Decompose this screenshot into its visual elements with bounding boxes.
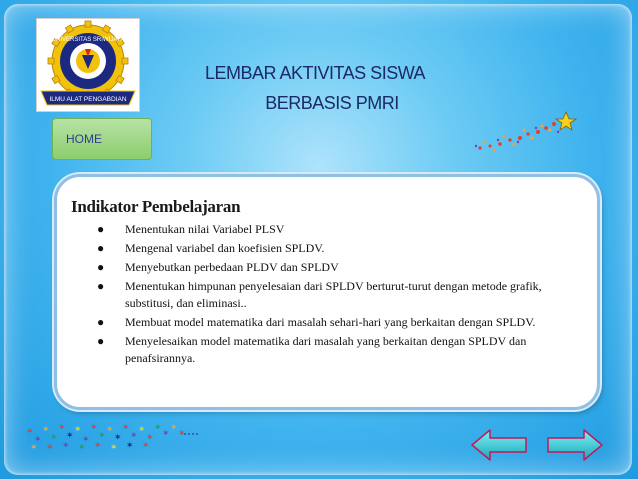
svg-text:✶: ✶ (138, 425, 146, 435)
university-logo (36, 18, 140, 112)
svg-text:✶: ✶ (142, 441, 150, 451)
page-title (150, 58, 480, 118)
bullet-icon: ● (97, 241, 105, 255)
svg-text:✶: ✶ (50, 433, 58, 443)
svg-text:✶: ✶ (114, 433, 122, 443)
logo-ribbon-text: ILMU ALAT PENGABDIAN (49, 96, 127, 103)
list-item (93, 221, 583, 238)
svg-text:✶: ✶ (110, 443, 118, 453)
title-line-1: LEMBAR AKTIVITAS SISWA (204, 63, 426, 83)
svg-text:✶: ✶ (78, 443, 86, 453)
svg-text:✶: ✶ (126, 441, 134, 451)
svg-text:✶: ✶ (146, 433, 154, 443)
svg-text:✶: ✶ (178, 429, 186, 439)
svg-text:✶: ✶ (94, 441, 102, 451)
list-item (93, 314, 583, 331)
svg-text:✶: ✶ (62, 441, 70, 451)
list-item-text: Mengenal variabel dan koefisien SPLDV. (125, 241, 325, 255)
svg-text:✶: ✶ (106, 425, 114, 435)
svg-text:✶: ✶ (154, 423, 162, 433)
stars-decoration-icon (24, 420, 202, 454)
card-heading: Indikator Pembelajaran (71, 197, 241, 216)
list-item (93, 240, 583, 257)
bullet-icon: ● (97, 222, 105, 236)
svg-text:✶: ✶ (98, 431, 106, 441)
home-button-label: HOME (66, 132, 102, 146)
svg-text:✶: ✶ (42, 425, 50, 435)
bullet-icon: ● (97, 260, 105, 274)
logo-ring-text: UNIVERSITAS SRIWIJAYA (51, 37, 125, 43)
list-item-text: Menyebutkan perbedaan PLDV dan SPLDV (125, 260, 339, 274)
svg-text:✶: ✶ (90, 423, 98, 433)
list-item-text: Menyelesaikan model matematika dari masalah yang berkaitan dengan SPLDV dan penafsirannya. (125, 334, 527, 365)
svg-text:✶: ✶ (162, 429, 170, 439)
svg-text:✶: ✶ (74, 425, 82, 435)
list-item-text: Menentukan himpunan penyelesaian dari SPLDV berturut-turut dengan metode grafik, substitusi, dan eliminasi.. (125, 279, 542, 310)
indicator-list (93, 221, 583, 369)
svg-text:✶: ✶ (130, 431, 138, 441)
svg-text:✶: ✶ (82, 435, 90, 445)
bullet-icon: ● (97, 279, 105, 293)
shooting-star-icon (468, 108, 578, 154)
svg-text:✶: ✶ (58, 423, 66, 433)
svg-text:✶: ✶ (66, 431, 74, 441)
list-item (93, 259, 583, 276)
svg-text:✶: ✶ (170, 423, 178, 433)
svg-text:✶: ✶ (30, 443, 38, 453)
svg-text:✶: ✶ (34, 435, 42, 445)
list-item (93, 333, 583, 367)
bullet-icon: ● (97, 334, 105, 348)
arrow-left-icon[interactable] (470, 428, 528, 462)
svg-text:✶: ✶ (122, 423, 130, 433)
arrow-right-icon[interactable] (546, 428, 604, 462)
indicator-card (54, 174, 600, 410)
list-item-text: Membuat model matematika dari masalah sehari-hari yang berkaitan dengan SPLDV. (125, 315, 536, 329)
title-line-2: BERBASIS PMRI (265, 93, 399, 113)
university-seal-icon (37, 19, 139, 111)
list-item-text: Menentukan nilai Variabel PLSV (125, 222, 285, 236)
svg-text:✶: ✶ (46, 443, 54, 453)
home-button[interactable] (52, 118, 152, 160)
bullet-icon: ● (97, 315, 105, 329)
list-item (93, 278, 583, 312)
svg-text:✶: ✶ (26, 427, 34, 437)
